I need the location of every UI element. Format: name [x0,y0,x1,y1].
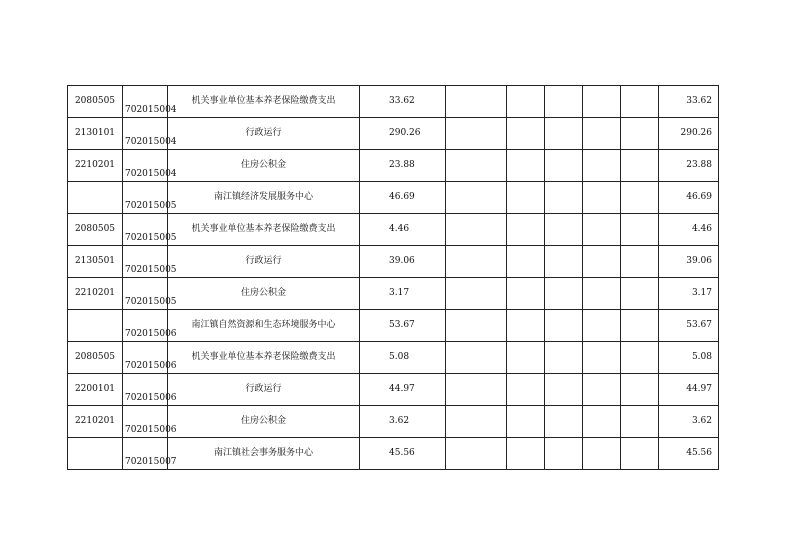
function-code-cell: 2130101 [68,118,123,150]
empty-cell [545,246,583,278]
empty-cell [621,310,659,342]
unit-code-cell: 702015004 [123,118,168,150]
unit-code-cell: 702015004 [123,86,168,118]
empty-cell [621,118,659,150]
empty-cell [621,86,659,118]
empty-cell [446,406,507,438]
total-cell: 39.06 [659,246,719,278]
empty-cell [545,150,583,182]
total-cell: 5.08 [659,342,719,374]
empty-cell [545,438,583,470]
function-code-cell: 2210201 [68,406,123,438]
item-name-cell: 行政运行 [168,118,360,150]
table-row [68,118,719,150]
amount-cell: 44.97 [360,374,446,406]
empty-cell [446,182,507,214]
total-cell: 3.62 [659,406,719,438]
function-code-cell: 2200101 [68,374,123,406]
item-name-cell: 南江镇经济发展服务中心 [168,182,360,214]
empty-cell [507,214,545,246]
total-cell: 33.62 [659,86,719,118]
table-row [68,214,719,246]
empty-cell [545,342,583,374]
amount-cell: 46.69 [360,182,446,214]
empty-cell [545,310,583,342]
empty-cell [446,150,507,182]
empty-cell [583,438,621,470]
function-code-cell [68,310,123,342]
total-cell: 44.97 [659,374,719,406]
total-cell: 45.56 [659,438,719,470]
amount-cell: 5.08 [360,342,446,374]
empty-cell [583,214,621,246]
function-code-cell [68,182,123,214]
empty-cell [446,278,507,310]
empty-cell [446,438,507,470]
empty-cell [583,342,621,374]
total-cell: 46.69 [659,182,719,214]
empty-cell [446,246,507,278]
empty-cell [583,118,621,150]
function-code-cell: 2130501 [68,246,123,278]
function-code-cell [68,438,123,470]
empty-cell [621,182,659,214]
function-code-cell: 2080505 [68,86,123,118]
function-code-cell: 2080505 [68,342,123,374]
amount-cell: 290.26 [360,118,446,150]
table-row [68,182,719,214]
empty-cell [545,406,583,438]
unit-code-cell: 702015006 [123,310,168,342]
table-row [68,406,719,438]
total-cell: 3.17 [659,278,719,310]
function-code-cell: 2210201 [68,150,123,182]
empty-cell [545,278,583,310]
item-name-cell: 机关事业单位基本养老保险缴费支出 [168,214,360,246]
unit-code-cell: 702015007 [123,438,168,470]
unit-code-cell: 702015005 [123,182,168,214]
item-name-cell: 住房公积金 [168,150,360,182]
total-cell: 53.67 [659,310,719,342]
empty-cell [507,246,545,278]
table-row [68,310,719,342]
table-body [68,86,719,470]
budget-table [67,85,719,470]
empty-cell [545,182,583,214]
total-cell: 290.26 [659,118,719,150]
empty-cell [545,214,583,246]
table-row [68,438,719,470]
item-name-cell: 住房公积金 [168,278,360,310]
empty-cell [507,342,545,374]
function-code-cell: 2210201 [68,278,123,310]
item-name-cell: 住房公积金 [168,406,360,438]
empty-cell [446,214,507,246]
empty-cell [507,182,545,214]
unit-code-cell: 702015004 [123,150,168,182]
amount-cell: 39.06 [360,246,446,278]
amount-cell: 3.62 [360,406,446,438]
function-code-cell: 2080505 [68,214,123,246]
empty-cell [583,278,621,310]
empty-cell [446,86,507,118]
empty-cell [446,374,507,406]
empty-cell [507,86,545,118]
unit-code-cell: 702015005 [123,278,168,310]
table-row [68,86,719,118]
table-row [68,374,719,406]
amount-cell: 45.56 [360,438,446,470]
empty-cell [621,278,659,310]
empty-cell [507,310,545,342]
empty-cell [507,150,545,182]
empty-cell [446,342,507,374]
table-row [68,342,719,374]
empty-cell [621,342,659,374]
empty-cell [507,374,545,406]
empty-cell [507,406,545,438]
amount-cell: 4.46 [360,214,446,246]
item-name-cell: 机关事业单位基本养老保险缴费支出 [168,342,360,374]
unit-code-cell: 702015006 [123,406,168,438]
empty-cell [545,118,583,150]
table-row [68,150,719,182]
empty-cell [621,150,659,182]
empty-cell [507,118,545,150]
empty-cell [583,86,621,118]
empty-cell [583,182,621,214]
item-name-cell: 南江镇自然资源和生态环境服务中心 [168,310,360,342]
table-row [68,246,719,278]
empty-cell [583,150,621,182]
empty-cell [621,246,659,278]
amount-cell: 33.62 [360,86,446,118]
amount-cell: 3.17 [360,278,446,310]
empty-cell [621,406,659,438]
empty-cell [446,310,507,342]
empty-cell [545,374,583,406]
empty-cell [621,374,659,406]
item-name-cell: 机关事业单位基本养老保险缴费支出 [168,86,360,118]
empty-cell [583,406,621,438]
empty-cell [621,438,659,470]
unit-code-cell: 702015006 [123,342,168,374]
unit-code-cell: 702015005 [123,214,168,246]
amount-cell: 53.67 [360,310,446,342]
empty-cell [507,438,545,470]
item-name-cell: 南江镇社会事务服务中心 [168,438,360,470]
item-name-cell: 行政运行 [168,374,360,406]
empty-cell [621,214,659,246]
empty-cell [583,374,621,406]
total-cell: 23.88 [659,150,719,182]
empty-cell [583,246,621,278]
amount-cell: 23.88 [360,150,446,182]
empty-cell [446,118,507,150]
item-name-cell: 行政运行 [168,246,360,278]
empty-cell [545,86,583,118]
unit-code-cell: 702015005 [123,246,168,278]
empty-cell [507,278,545,310]
unit-code-cell: 702015006 [123,374,168,406]
empty-cell [583,310,621,342]
total-cell: 4.46 [659,214,719,246]
table-row [68,278,719,310]
